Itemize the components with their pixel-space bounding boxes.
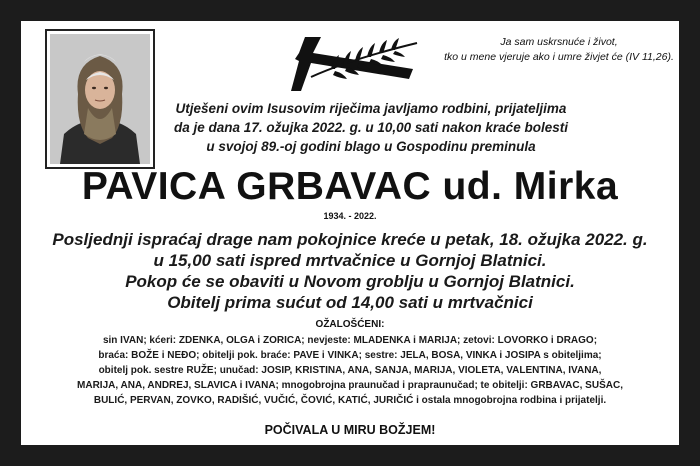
funeral-details	[21, 229, 679, 313]
closing-blessing: POČIVALA U MIRU BOŽJEM!	[264, 423, 436, 437]
mourners-line-1: sin IVAN; kćeri: ZDENKA, OLGA i ZORICA; nevjeste: MLADENKA i MARIJA; zetovi: LOVORKO i DRAGO;	[102, 335, 598, 346]
bible-verse	[441, 35, 677, 65]
mourners-line-2: braća: BOŽE i NEĐO; obitelji pok. braće: PAVE i VINKA; sestre: JELA, BOSA, VINKA i JOSIPA s obiteljima;	[98, 350, 602, 361]
mourners-heading: OŽALOŠĆENI:	[315, 319, 385, 330]
intro-line-2: da je dana 17. ožujka 2022. g. u 10,00 sati nakon kraće bolesti	[174, 120, 568, 135]
mourners-line-4: MARIJA, ANA, ANDREJ, SLAVICA i IVANA; mnogobrojna praunučad i praprаunučad; te obitelji: GRBAVAC, SUŠAC,	[77, 380, 623, 391]
mourners-line-3: obitelj pok. sestre RUŽE; unučad: JOSIP, KRISTINA, ANA, SANJA, MARIJA, VIOLETA, VALENTINA, IVANA,	[98, 365, 602, 376]
funeral-line-4: Obitelj prima sućut od 14,00 sati u mrtvačnici	[167, 293, 533, 312]
portrait-photo	[50, 34, 150, 164]
funeral-line-2: u 15,00 sati ispred mrtvačnice u Gornjoj Blatnici.	[153, 251, 547, 270]
intro-line-1: Utješeni ovim Isusovim riječima javljamo rodbini, prijateljima	[175, 101, 567, 116]
funeral-line-1: Posljednji ispraćaj drage nam pokojnice kreće u petak, 18. ožujka 2022. g.	[52, 230, 648, 249]
cross-with-palm-icon	[291, 29, 421, 95]
mourners-line-5: BULIĆ, PERVAN, ZOVKO, RADIŠIĆ, VUČIĆ, ČOVIĆ, KATIĆ, JURIČIĆ i ostala mnogobrojna rodbina i prijatelji.	[93, 395, 607, 406]
portrait-frame	[45, 29, 155, 169]
mourners-list	[43, 333, 657, 408]
deceased-name: PAVICA GRBAVAC ud. Mirka	[81, 165, 619, 208]
portrait-illustration	[50, 34, 150, 164]
verse-line-2: tko u mene vjeruje ako i umre živjet će (IV 11,26).	[444, 51, 674, 63]
funeral-line-3: Pokop će se obaviti u Novom groblju u Gornjoj Blatnici.	[125, 272, 575, 291]
verse-line-1: Ja sam uskrsnuće i život,	[500, 36, 618, 48]
intro-line-3: u svojoj 89.-oj godini blago u Gospodinu preminula	[206, 139, 536, 154]
life-years: 1934. - 2022.	[323, 211, 377, 221]
announcement-intro	[171, 99, 571, 156]
obituary-card	[21, 21, 679, 445]
